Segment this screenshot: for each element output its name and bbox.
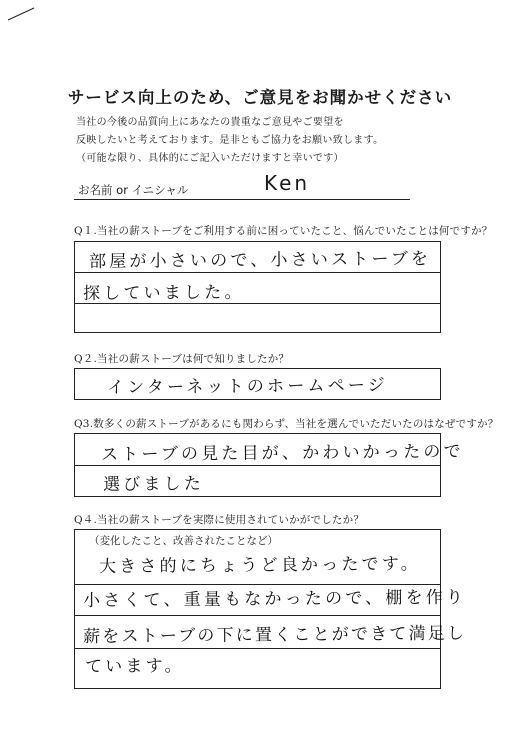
answer-line: 小さくて、重量もなかったので、棚を作り [82,587,467,611]
question-4-sub: （変化したこと、改善されたことなど） [89,535,278,547]
answer-line: ています。 [84,656,185,677]
question-2: Q２.当社の薪ストーブは何で知りましたか？ [74,353,290,365]
answer-box-2[interactable] [74,368,441,400]
answer-line: ストーブの見た目が、かわいかったので [100,441,464,465]
name-field[interactable] [74,171,410,200]
question-1: Q１.当社の薪ストーブをご利用する前に困っていたこと、悩んでいたことは何ですか？ [74,225,493,237]
answer-line: 部屋が小さいので、小さいストーブを [88,249,432,272]
name-value: Ken [264,171,311,195]
answer-box-4[interactable] [74,529,467,689]
question-4: Q４.当社の薪ストーブを実際に使用されていかがでしたか？ [74,514,365,526]
answer-line: インターネットのホームページ [106,375,389,398]
answer-line: 薪をストーブの下に置くことができて満足し [82,623,467,647]
answer-row-divider [75,648,440,649]
answer-row-divider [75,272,440,273]
name-label: お名前 or イニシャル [78,183,189,197]
answer-row-divider [75,465,440,466]
intro-line: 反映したいと考えております。是非ともご協力をお願い致します。 [76,135,384,146]
intro-line: （可能な限り、具体的にご記入いただけますと幸いです） [76,153,344,164]
answer-box-1[interactable] [74,241,441,333]
intro-line: 当社の今後の品質向上にあなたの貴重なご意見やご要望を [76,117,344,128]
question-3: Q3.数多くの薪ストーブがあるにも関わらず、当社を選んでいただいたのはなぜですか？ [74,418,499,430]
answer-line: 選びました [102,474,205,495]
answer-box-3[interactable] [74,433,464,497]
answer-line: 探していました。 [82,282,245,304]
corner-stroke [6,6,36,22]
form-title: サービス向上のため、ご意見をお聞かせください [67,88,453,107]
answer-row-divider [75,615,440,616]
answer-line: 大きさ的にちょうど良かったです。 [98,554,421,577]
intro-text [76,114,383,168]
